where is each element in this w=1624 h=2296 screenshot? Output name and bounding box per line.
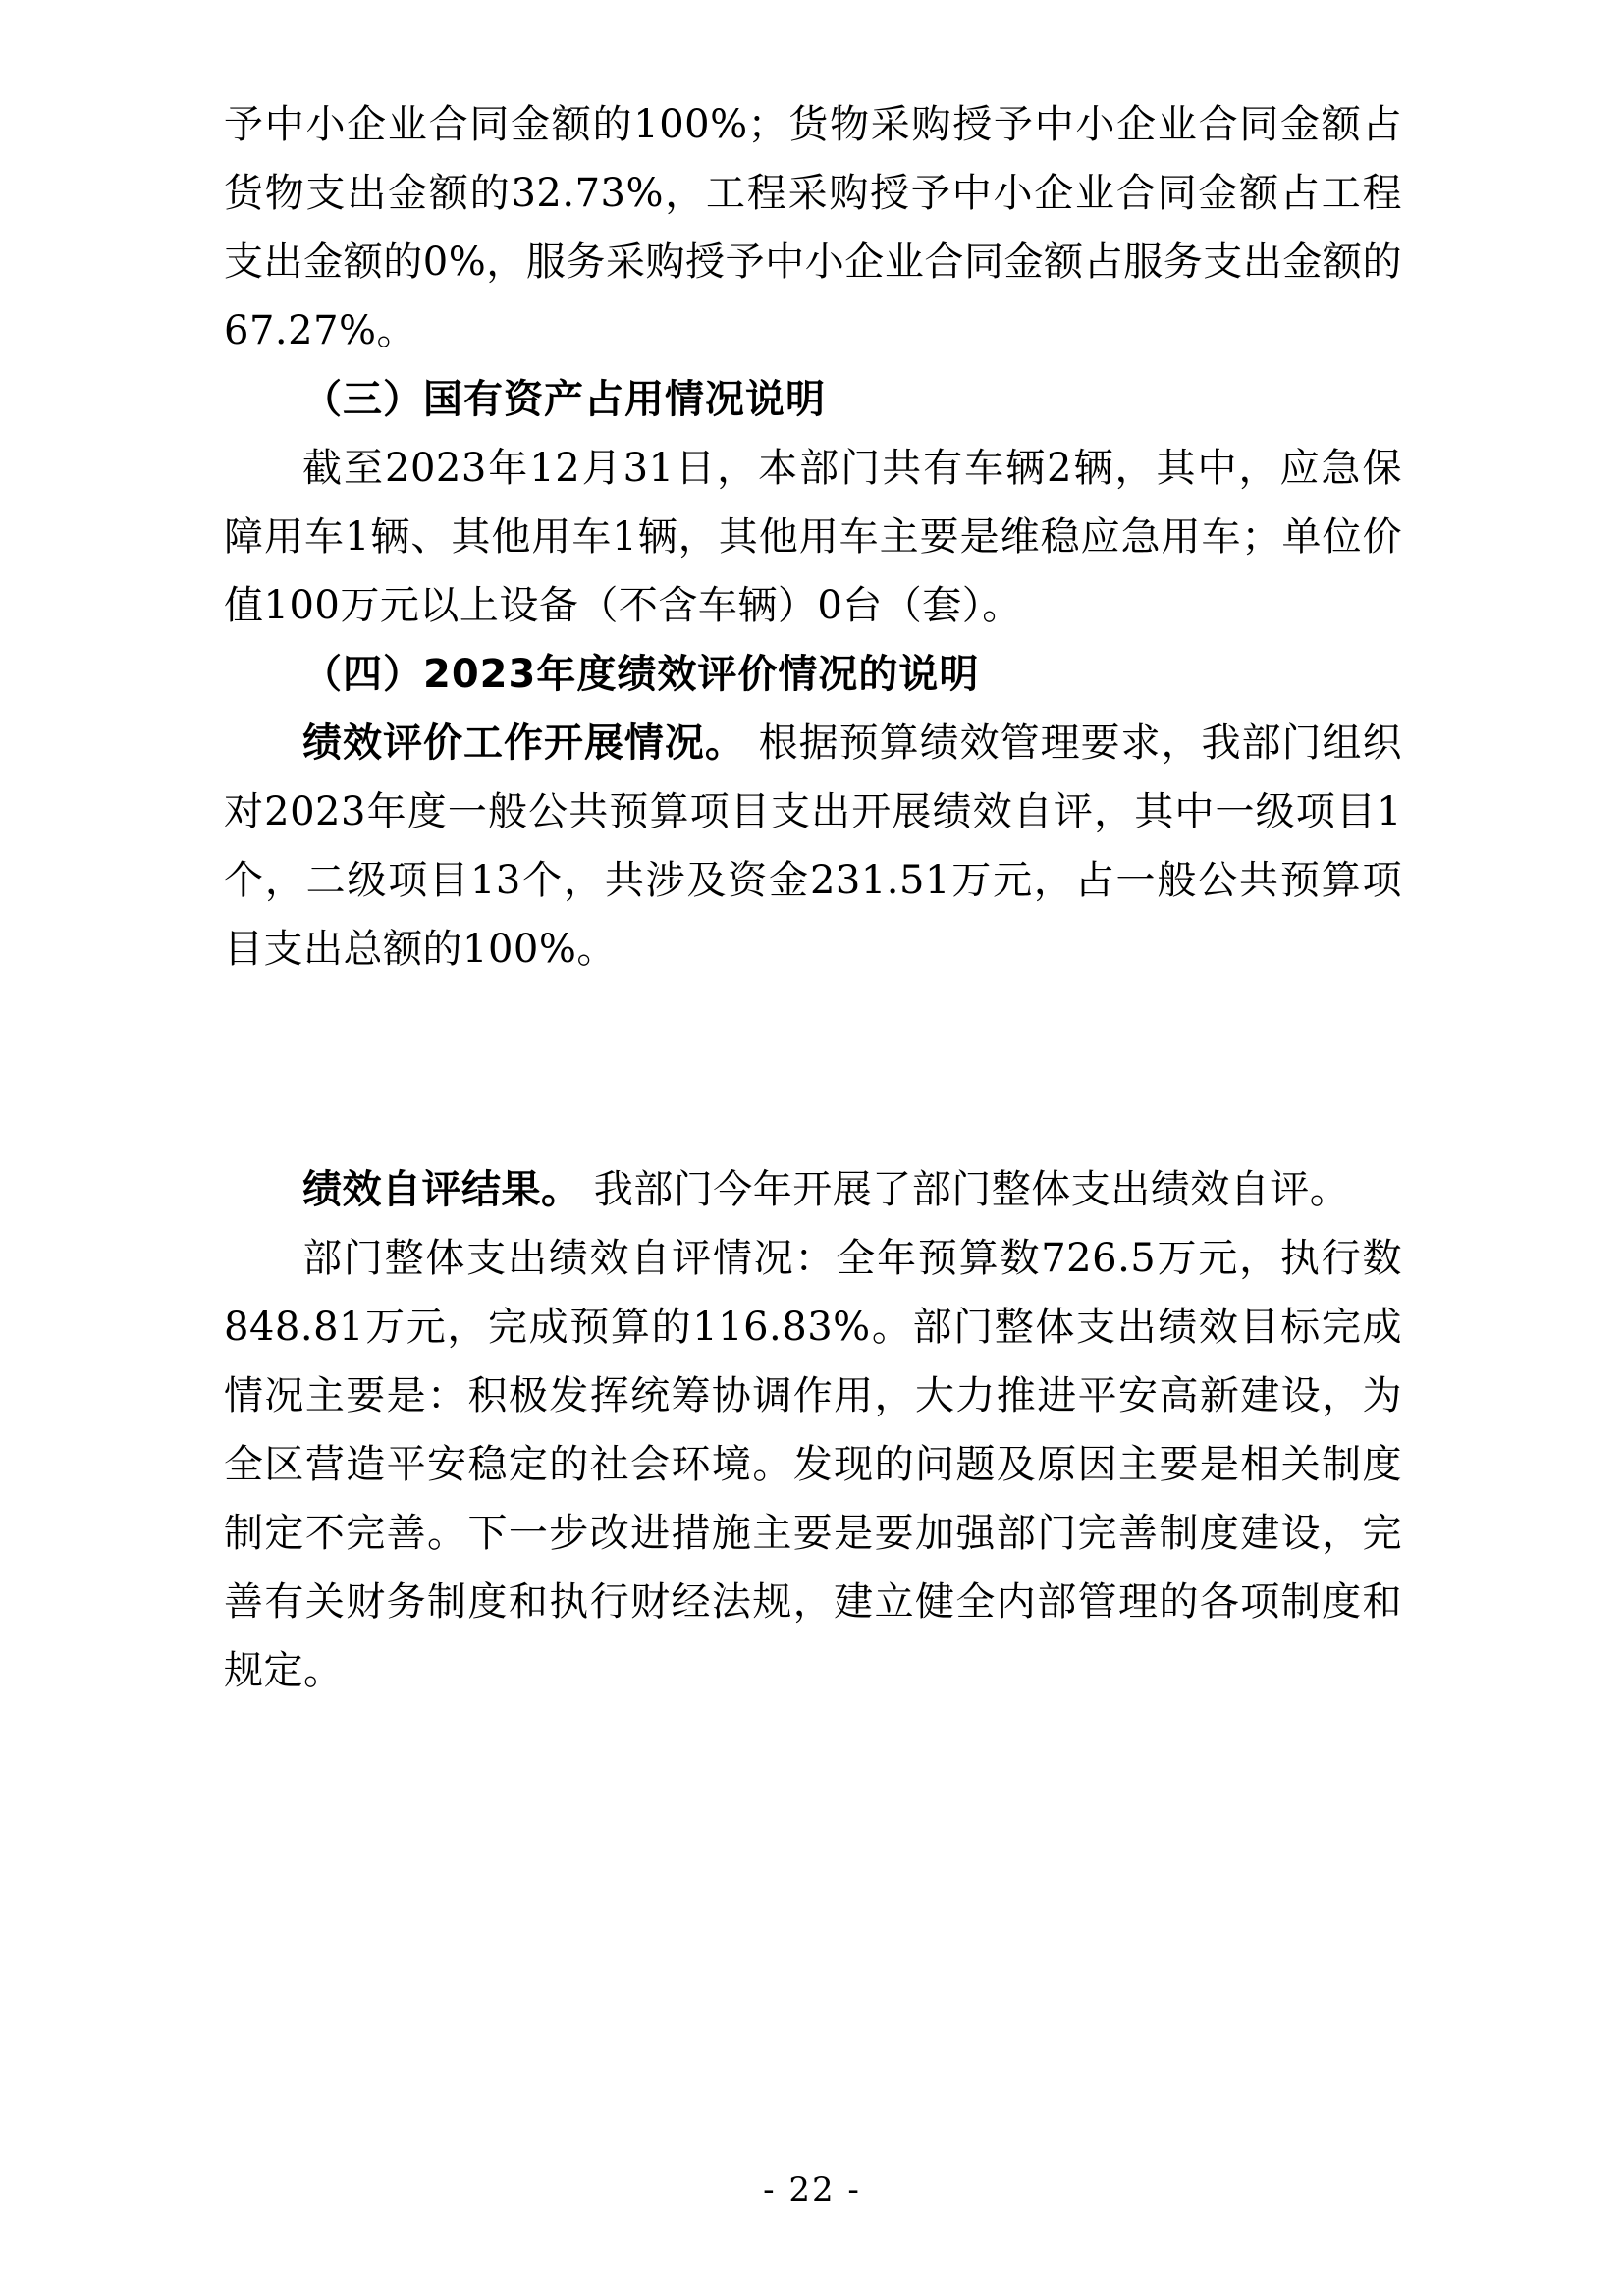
heading-performance-evaluation: （四）2023年度绩效评价情况的说明 — [302, 652, 980, 697]
paragraph-evaluation-work-text: 根据预算绩效管理要求，我部门组织对2023年度一般公共预算项目支出开展绩效自评，其中一级项目1个，二级项目13个，共涉及资金231.51万元，占一般公共预算项目支出总额的100%。 — [224, 721, 1403, 972]
vertical-spacer — [224, 984, 1402, 1155]
paragraph-self-eval-result-text: 我部门今年开展了部门整体支出绩效自评。 — [580, 1167, 1350, 1212]
paragraph-self-eval-result — [224, 1155, 1402, 1224]
paragraph-procurement-continued: 予中小企业合同金额的100%；货物采购授予中小企业合同金额占货物支出金额的32.73%，工程采购授予中小企业合同金额占工程支出金额的0%，服务采购授予中小企业合同金额占服务支出金额的67.27%。 — [224, 102, 1402, 353]
page-number: - 22 - — [763, 2170, 861, 2210]
paragraph-state-assets: 截至2023年12月31日，本部门共有车辆2辆，其中，应急保障用车1辆、其他用车1辆，其他用车主要是维稳应急用车；单位价值100万元以上设备（不含车辆）0台（套）。 — [224, 446, 1402, 628]
paragraph-evaluation-work — [224, 709, 1402, 984]
document-body — [224, 90, 1402, 1705]
paragraph-self-eval-detail: 部门整体支出绩效自评情况：全年预算数726.5万元，执行数848.81万元，完成预算的116.83%。部门整体支出绩效目标完成情况主要是：积极发挥统筹协调作用，大力推进平安高新建设，为全区营造平安稳定的社会环境。发现的问题及原因主要是相关制度制定不完善。下一步改进措施主要是要加强部门完善制度建设，完善有关财务制度和执行财经法规，建立健全内部管理的各项制度和规定。 — [224, 1236, 1402, 1693]
lead-in-self-eval-result: 绩效自评结果。 — [302, 1167, 581, 1212]
lead-in-evaluation-work: 绩效评价工作开展情况。 — [302, 721, 745, 766]
heading-state-assets: （三）国有资产占用情况说明 — [302, 377, 826, 422]
